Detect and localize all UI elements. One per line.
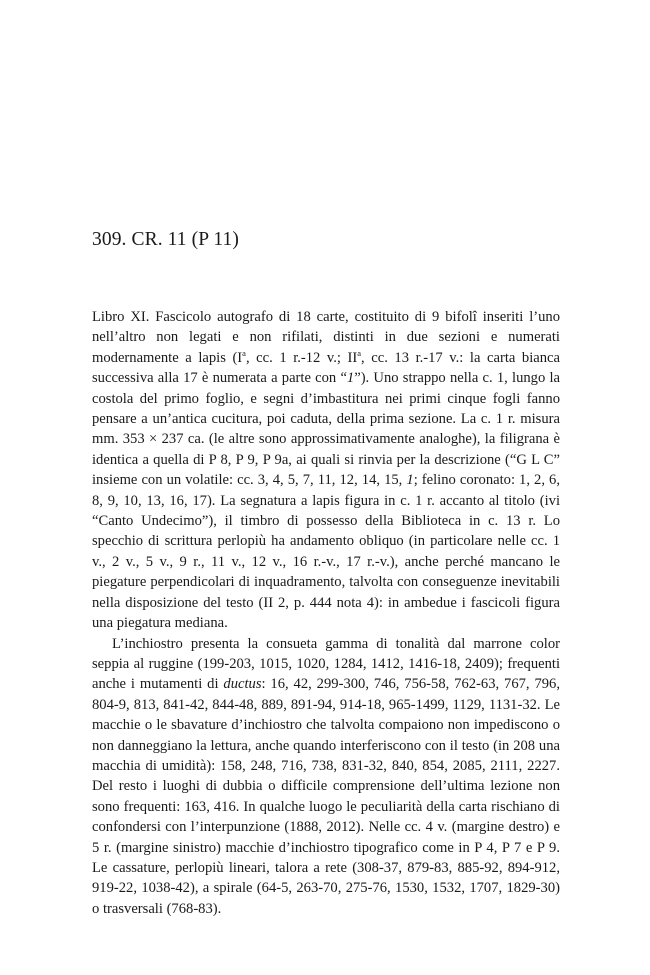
text-run: ; felino coronato: 1, 2, 6, 8, 9, 10, 13, 16, 17). La segnatura a lapis figura in c. 1 r. accanto al titolo (ivi “Canto Undecimo”), il timbro di possesso della Biblioteca in c. 13 r. Lo specchio di scrittura perlopiù ha andamento obliquo (in particolare nelle cc. 1 v., 2 v., 5 v., 9 r., 11 v., 12 v., 16 r.-v., 17 r.-v.), anche perché mancano le piegature perpendicolari di inquadramento, talvolta con conseguenze inevitabili nella disposizione del testo (II 2, p. 444 nota 4): in ambedue i fascicoli figura una piegatura mediana. bbox=[92, 472, 560, 632]
section-heading: 309. CR. 11 (P 11) bbox=[92, 229, 239, 250]
italic-text: 1 bbox=[346, 370, 355, 387]
superscript: a bbox=[242, 347, 246, 358]
text-run: : 16, 42, 299-300, 746, 756-58, 762-63, 767, 796, 804-9, 813, 841-42, 844-48, 889, 891-94, 914-18, 965-1499, 1129, 1131-32. Le macchie o le sbavature d’inchiostro che talvolta compaiono non impediscono o non danneggiano la lettura, anche quando interferiscono con il testo (in 208 una macchia di umidità): 158, 248, 716, 738, 831-32, 840, 854, 2085, 2111, 2227. Del resto i luoghi di dubbia o difficile comprensione dell’ultima lezione non sono frequenti: 163, 416. In qualche luogo le peculiarità della carta rischiano di confondersi con l’interpunzione (1888, 2012). Nelle cc. 4 v. (margine destro) e 5 r. (margine sinistro) macchie d’inchiostro tipografico come in P 4, P 7 e P 9. Le cassature, perlopiù lineari, talora a rete (308-37, 879-83, 885-92, 894-912, 919-22, 1038-42), a spirale (64-5, 263-70, 275-76, 1530, 1532, 1707, 1829-30) o trasversali (768-83). bbox=[92, 676, 560, 917]
italic-text: ductus bbox=[223, 676, 262, 693]
text-run: , cc. 13 r.-17 v.: la carta bianca successiva alla 17 è numerata a parte con “ bbox=[92, 349, 560, 387]
italic-text: 1 bbox=[406, 472, 414, 489]
text-run: Libro XI. Fascicolo autografo di 18 carte, costituito di 9 bifolî inseriti l’uno nell’altro non legati e non rifilati, distinti in due sezioni e numerati modernamente a lapis (I bbox=[92, 309, 560, 366]
paragraph-2 bbox=[92, 634, 560, 920]
paragraph-1 bbox=[92, 307, 560, 634]
text-run: , cc. 1 r.-12 v.; II bbox=[245, 349, 358, 366]
superscript: a bbox=[357, 347, 362, 358]
body-text bbox=[92, 307, 560, 919]
text-run: L’inchiostro presenta la consueta gamma di tonalità dal marrone color seppia al ruggine (199-203, 1015, 1020, 1284, 1412, 1416-18, 2409); frequenti anche i mutamenti di bbox=[92, 635, 560, 693]
text-run: ”). Uno strappo nella c. 1, lungo la costola del primo foglio, e segni d’imbastitura nei primi cinque fogli fanno pensare a un’antica cucitura, poi caduta, della prima sezione. La c. 1 r. misura mm. 353 × 237 ca. (le altre sono approssimativamente analoghe), la filigrana è identica a quella di P 8, P 9, P 9a, ai quali si rinvia per la descrizione (“G L C” insieme con un volatile: cc. 3, 4, 5, 7, 11, 12, 14, 15, bbox=[92, 370, 560, 489]
